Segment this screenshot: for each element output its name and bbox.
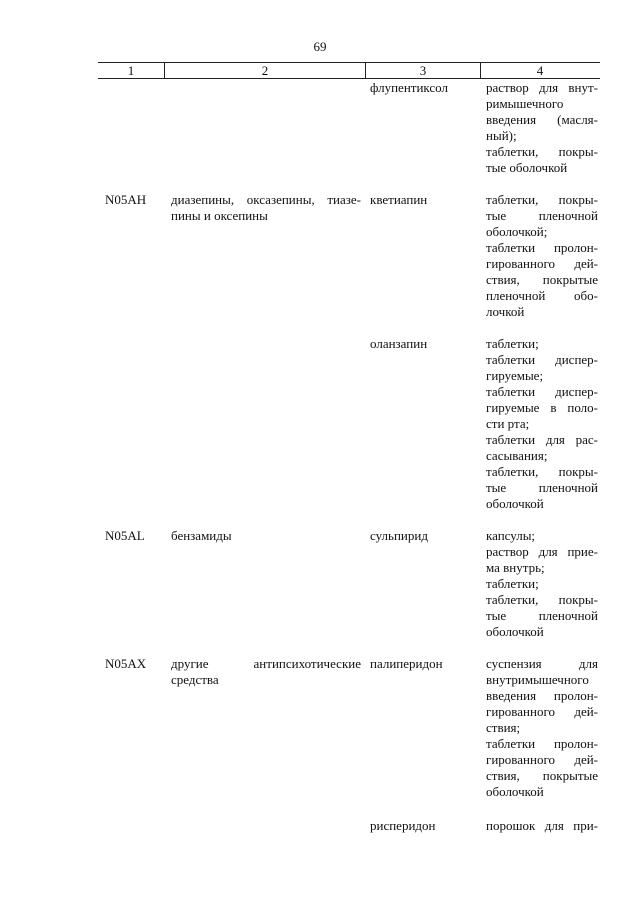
form-line: таблетки; bbox=[486, 336, 539, 351]
group-name bbox=[171, 656, 361, 688]
atc-code: N05AL bbox=[105, 528, 145, 543]
form-line: таблетки диспер- bbox=[486, 352, 598, 367]
header-col-2: 2 bbox=[164, 63, 365, 78]
form-line: гированного дей- bbox=[486, 256, 598, 271]
form-line: оболочкой bbox=[486, 624, 544, 639]
group-line: диазепины, оксазепины, тиазе- bbox=[171, 192, 361, 207]
table-header bbox=[98, 62, 600, 79]
form-line: ствия; bbox=[486, 720, 521, 735]
form-line: таблетки диспер- bbox=[486, 384, 598, 399]
form-line: ствия, покрытые bbox=[486, 768, 598, 783]
form-line: внутримышечного bbox=[486, 672, 589, 687]
form-line: сасывания; bbox=[486, 448, 548, 463]
header-col-4: 4 bbox=[480, 63, 599, 78]
group-line: пины и оксепины bbox=[171, 208, 268, 223]
dosage-forms bbox=[486, 336, 598, 512]
drug-name: флупентиксол bbox=[370, 80, 448, 95]
drug-name: кветиапин bbox=[370, 192, 428, 207]
header-col-3: 3 bbox=[365, 63, 480, 78]
form-line: ный); bbox=[486, 128, 517, 143]
drug-name: оланзапин bbox=[370, 336, 428, 351]
drug-name: палиперидон bbox=[370, 656, 443, 671]
form-line: раствор для прие- bbox=[486, 544, 598, 559]
group-name bbox=[171, 528, 361, 544]
form-line: капсулы; bbox=[486, 528, 536, 543]
header-col-1: 1 bbox=[127, 63, 135, 78]
drug-name: рисперидон bbox=[370, 818, 436, 833]
form-line: таблетки, покры- bbox=[486, 144, 598, 159]
form-line: тые пленочной bbox=[486, 608, 598, 623]
group-line: другие антипсихотические bbox=[171, 656, 361, 671]
dosage-forms bbox=[486, 528, 598, 640]
atc-code: N05AX bbox=[105, 656, 147, 671]
form-line: ма внутрь; bbox=[486, 560, 545, 575]
form-line: пленочной обо- bbox=[486, 288, 598, 303]
form-line: таблетки пролон- bbox=[486, 240, 598, 255]
group-name bbox=[171, 192, 361, 224]
form-line: таблетки, покры- bbox=[486, 464, 598, 479]
dosage-forms bbox=[486, 192, 598, 320]
form-line: введения (масля- bbox=[486, 112, 598, 127]
form-line: оболочкой; bbox=[486, 224, 548, 239]
form-line: гированного дей- bbox=[486, 752, 598, 767]
form-line: таблетки; bbox=[486, 576, 539, 591]
atc-code: N05AH bbox=[105, 192, 147, 207]
form-line: гируемые; bbox=[486, 368, 544, 383]
form-line: лочкой bbox=[486, 304, 525, 319]
form-line: римышечного bbox=[486, 96, 564, 111]
form-line: порошок для при- bbox=[486, 818, 598, 833]
form-line: гированного дей- bbox=[486, 704, 598, 719]
form-line: таблетки пролон- bbox=[486, 736, 598, 751]
dosage-forms bbox=[486, 80, 598, 176]
dosage-forms bbox=[486, 656, 598, 800]
form-line: оболочкой bbox=[486, 496, 544, 511]
form-line: ствия, покрытые bbox=[486, 272, 598, 287]
group-line: средства bbox=[171, 672, 219, 687]
form-line: введения пролон- bbox=[486, 688, 598, 703]
form-line: гируемые в поло- bbox=[486, 400, 598, 415]
form-line: сти рта; bbox=[486, 416, 530, 431]
form-line: тые пленочной bbox=[486, 480, 598, 495]
form-line: таблетки, покры- bbox=[486, 192, 598, 207]
form-line: тые оболочкой bbox=[486, 160, 568, 175]
form-line: оболочкой bbox=[486, 784, 544, 799]
form-line: таблетки для рас- bbox=[486, 432, 598, 447]
form-line: раствор для внут- bbox=[486, 80, 598, 95]
form-line: таблетки, покры- bbox=[486, 592, 598, 607]
form-line: тые пленочной bbox=[486, 208, 598, 223]
drug-name: сульпирид bbox=[370, 528, 428, 543]
dosage-forms bbox=[486, 818, 598, 834]
page-number: 69 bbox=[313, 39, 327, 54]
form-line: суспензия для bbox=[486, 656, 598, 671]
group-line: бензамиды bbox=[171, 528, 232, 543]
